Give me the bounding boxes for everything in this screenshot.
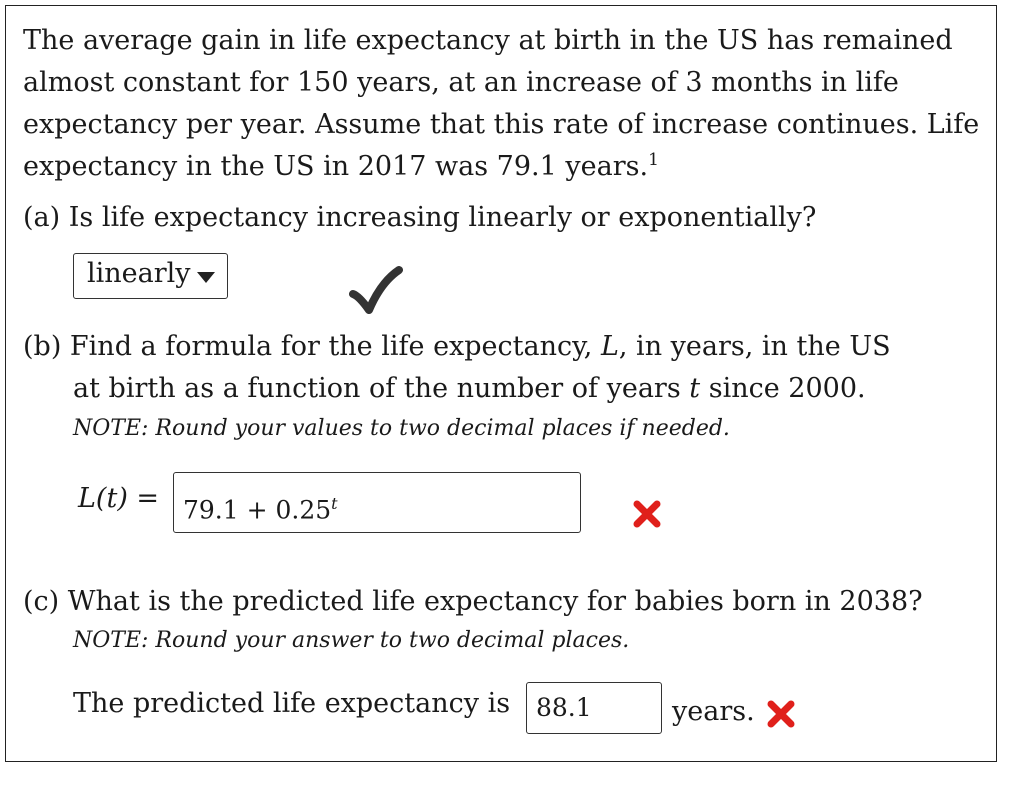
part-b-answer-input[interactable]: $79.1 + 0.25^t$ [173,472,581,533]
problem-intro [23,20,988,188]
check-icon [349,266,403,316]
dropdown-arrow-icon [197,272,215,283]
cross-icon [766,700,796,728]
part-c-answer-input[interactable]: 88.1 [526,682,662,734]
part-b-question-line2: at birth as a function of the number of years t since 2000. [73,373,866,404]
part-b-question-line1: (b) Find a formula for the life expectancy, L, in years, in the US [23,331,891,362]
cross-icon [632,500,662,528]
part-a-selected-value: linearly [87,258,191,289]
part-c-question: (c) What is the predicted life expectancy for babies born in 2038? [23,586,923,617]
part-c-prompt: The predicted life expectancy is [73,688,511,719]
question-panel [5,5,997,762]
part-a-dropdown[interactable] [73,253,228,299]
part-c-unit: years. [672,696,755,727]
part-a-question: (a) Is life expectancy increasing linearly or exponentially? [23,202,817,233]
footnote-marker[interactable]: 1 [648,150,659,170]
part-c-note: NOTE: Round your answer to two decimal places. [73,628,630,653]
part-b-note: NOTE: Round your values to two decimal places if needed. [73,416,730,441]
part-b-formula-label: L(t) = [78,483,160,514]
intro-text: The average gain in life expectancy at birth in the US has remained almost constant for 150 years, at an increase of 3 months in life expectancy per year. Assume that this rate of increase continues. Life expectancy in the US in 2017 was 79.1 years. [23,25,980,182]
